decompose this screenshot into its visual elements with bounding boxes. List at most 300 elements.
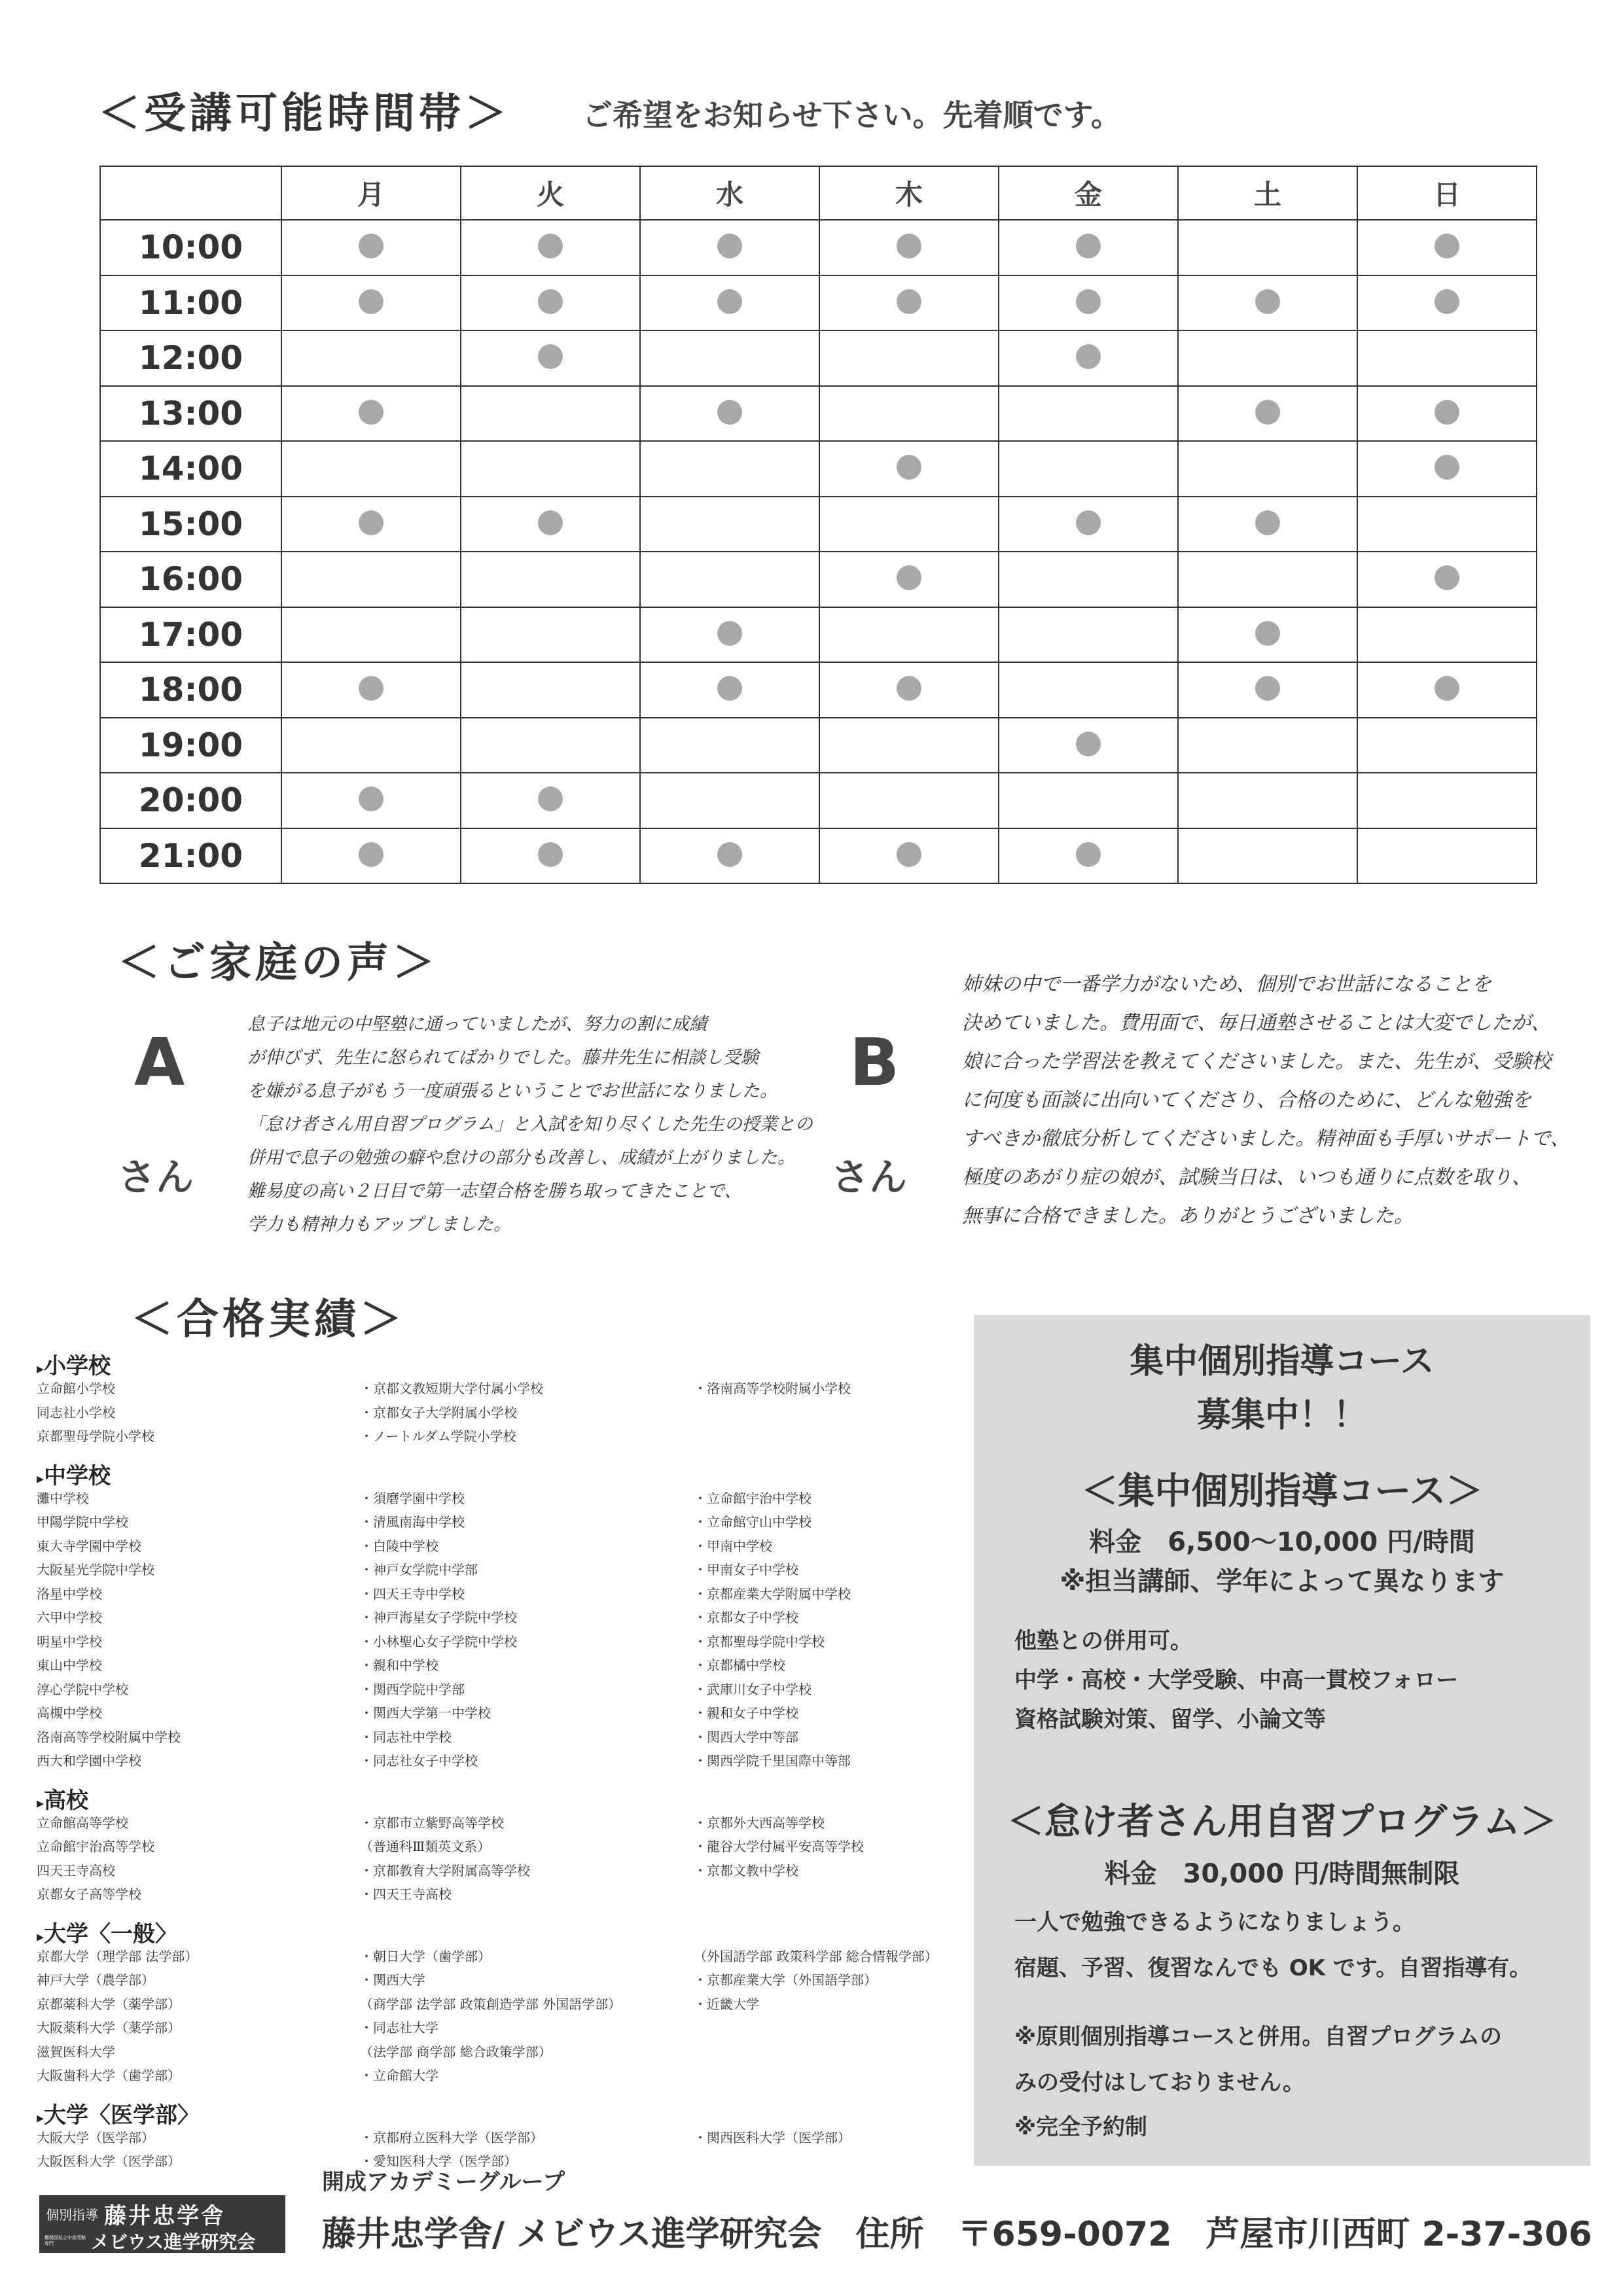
available-slot bbox=[999, 497, 1178, 552]
availability-dot-icon bbox=[359, 289, 383, 314]
result-category-heading bbox=[37, 1348, 111, 1380]
available-slot bbox=[999, 828, 1178, 884]
course2-fee: 料金 30,000 円/時間無制限 bbox=[1104, 1859, 1460, 1889]
school-name: 立命館宇治高等学校 bbox=[37, 1839, 154, 1854]
available-slot bbox=[1178, 607, 1357, 663]
school-name: ・関西学院千里国際中等部 bbox=[694, 1753, 851, 1769]
voice-a-line: 学力も精神力もアップしました。 bbox=[247, 1214, 512, 1235]
school-name: 四天王寺高校 bbox=[37, 1862, 115, 1879]
available-slot bbox=[640, 662, 819, 718]
empty-slot bbox=[999, 773, 1178, 828]
school-name: 東大寺学園中学校 bbox=[37, 1538, 141, 1554]
time-label: 18:00 bbox=[100, 662, 281, 718]
voice-b-line: 娘に合った学習法を教えてくださいました。また、先生が、受験校 bbox=[962, 1050, 1551, 1073]
available-slot bbox=[1357, 386, 1537, 442]
schedule-table bbox=[99, 166, 1537, 884]
bullet-triangle-icon: ▸ bbox=[37, 1470, 45, 1487]
bullet-triangle-icon: ▸ bbox=[37, 1928, 45, 1945]
empty-slot bbox=[640, 552, 819, 607]
course1-desc-1: 他塾との併用可。 bbox=[1014, 1628, 1192, 1654]
school-name: ・京都文教中学校 bbox=[694, 1862, 798, 1879]
empty-slot bbox=[281, 330, 461, 386]
voice-a-line: が伸びず、先生に怒られてばかりでした。藤井先生に相談し受験 bbox=[247, 1048, 758, 1068]
bullet-triangle-icon: ▸ bbox=[37, 1361, 45, 1377]
empty-slot bbox=[999, 662, 1178, 718]
empty-slot bbox=[1357, 718, 1537, 773]
school-name: ・京都産業大学（外国語学部） bbox=[694, 1972, 877, 1988]
day-header: 月 bbox=[281, 166, 461, 220]
voice-a-line: 息子は地元の中堅塾に通っていましたが、努力の割に成績 bbox=[247, 1014, 707, 1034]
availability-dot-icon bbox=[1076, 289, 1101, 314]
voice-a-text bbox=[247, 1008, 813, 1241]
available-slot bbox=[461, 220, 640, 275]
school-name: 高槻中学校 bbox=[37, 1705, 102, 1721]
voice-b-line: すべきか徹底分析してくださいました。精神面も手厚いサポートで、 bbox=[962, 1127, 1570, 1150]
school-name: ・同志社女子中学校 bbox=[360, 1753, 478, 1769]
available-slot bbox=[461, 497, 640, 552]
school-name: ・関西大学中等部 bbox=[694, 1729, 798, 1745]
availability-dot-icon bbox=[1255, 400, 1280, 425]
school-name: ・京都府立医科大学（医学部） bbox=[360, 2129, 543, 2146]
school-name: ・親和女子中学校 bbox=[694, 1705, 798, 1721]
school-name: ・白陵中学校 bbox=[360, 1538, 438, 1554]
logo-top-name: 藤井忠学舎 bbox=[104, 2203, 226, 2229]
empty-slot bbox=[1357, 773, 1537, 828]
school-name: ・神戸海星女子学院中学校 bbox=[360, 1610, 517, 1625]
empty-slot bbox=[281, 441, 461, 497]
empty-slot bbox=[819, 773, 999, 828]
empty-slot bbox=[1178, 330, 1357, 386]
voice-b-text bbox=[962, 965, 1570, 1235]
availability-dot-icon bbox=[538, 786, 563, 811]
empty-slot bbox=[461, 441, 640, 497]
school-name: ・立命館大学 bbox=[360, 2068, 438, 2083]
time-label: 13:00 bbox=[100, 386, 281, 442]
availability-dot-icon bbox=[717, 289, 742, 314]
availability-dot-icon bbox=[897, 565, 921, 590]
time-label: 21:00 bbox=[100, 828, 281, 884]
available-slot bbox=[281, 275, 461, 331]
availability-dot-icon bbox=[1076, 234, 1101, 258]
empty-slot bbox=[461, 386, 640, 442]
school-name: 同志社小学校 bbox=[37, 1404, 115, 1421]
available-slot bbox=[281, 828, 461, 884]
availability-dot-icon bbox=[1076, 510, 1101, 535]
time-label: 16:00 bbox=[100, 552, 281, 607]
empty-slot bbox=[640, 497, 819, 552]
school-name: 淳心学院中学校 bbox=[37, 1681, 128, 1697]
school-name: ・神戸女学院中学部 bbox=[360, 1562, 478, 1578]
school-name: ・近畿大学 bbox=[694, 1996, 759, 2012]
school-name: （普通科Ⅲ類英文系） bbox=[360, 1839, 491, 1854]
school-name: （法学部 商学部 総合政策学部） bbox=[360, 2043, 552, 2060]
school-name: ・京都聖母学院中学校 bbox=[694, 1633, 825, 1650]
availability-dot-icon bbox=[1255, 289, 1280, 314]
schedule-row bbox=[100, 497, 1537, 552]
course2-desc-2: 宿題、予習、復習なんでも OK です。自習指導有。 bbox=[1014, 1955, 1532, 1981]
school-name: ・京都外大西高等学校 bbox=[694, 1814, 825, 1831]
availability-dot-icon bbox=[1435, 289, 1459, 314]
available-slot bbox=[999, 275, 1178, 331]
availability-dot-icon bbox=[717, 400, 742, 425]
availability-dot-icon bbox=[359, 510, 383, 535]
school-name: 大阪薬科大学（薬学部） bbox=[37, 2020, 181, 2036]
school-name: ・同志社大学 bbox=[360, 2020, 438, 2036]
availability-dot-icon bbox=[359, 786, 383, 811]
availability-dot-icon bbox=[359, 842, 383, 867]
course1-title: ＜集中個別指導コース＞ bbox=[1081, 1470, 1483, 1513]
available-slot bbox=[1178, 386, 1357, 442]
empty-slot bbox=[1178, 220, 1357, 275]
available-slot bbox=[461, 828, 640, 884]
schedule-title: ＜受講可能時間帯＞ bbox=[98, 90, 510, 138]
day-header: 日 bbox=[1357, 166, 1537, 220]
voice-a-san: さん bbox=[118, 1155, 194, 1199]
available-slot bbox=[640, 386, 819, 442]
school-name: ・甲南中学校 bbox=[694, 1538, 772, 1554]
school-name: ・須磨学園中学校 bbox=[360, 1490, 465, 1506]
schedule-row bbox=[100, 220, 1537, 275]
availability-dot-icon bbox=[897, 289, 921, 314]
available-slot bbox=[819, 441, 999, 497]
empty-slot bbox=[640, 441, 819, 497]
availability-dot-icon bbox=[1255, 676, 1280, 701]
school-name: 灘中学校 bbox=[37, 1490, 89, 1506]
empty-slot bbox=[461, 607, 640, 663]
school-name: ・京都女子中学校 bbox=[694, 1610, 798, 1625]
school-name: 立命館高等学校 bbox=[37, 1814, 128, 1831]
school-name: 神戸大学（農学部） bbox=[37, 1972, 154, 1988]
voice-a-letter: A bbox=[134, 1024, 185, 1101]
school-name: 大阪医科大学（医学部） bbox=[37, 2153, 181, 2169]
empty-slot bbox=[1357, 828, 1537, 884]
schedule-body bbox=[100, 220, 1537, 883]
school-name: ・京都産業大学附属中学校 bbox=[694, 1585, 851, 1602]
availability-dot-icon bbox=[538, 842, 563, 867]
school-name: ・龍谷大学付属平安高等学校 bbox=[694, 1839, 864, 1854]
availability-dot-icon bbox=[359, 676, 383, 701]
available-slot bbox=[1178, 275, 1357, 331]
availability-dot-icon bbox=[897, 842, 921, 867]
school-name: （商学部 法学部 政策創造学部 外国語学部） bbox=[360, 1996, 622, 2012]
available-slot bbox=[281, 773, 461, 828]
availability-dot-icon bbox=[359, 400, 383, 425]
school-name: 滋賀医科大学 bbox=[37, 2043, 115, 2060]
availability-dot-icon bbox=[1076, 344, 1101, 369]
time-label: 12:00 bbox=[100, 330, 281, 386]
empty-slot bbox=[819, 497, 999, 552]
school-name: ・甲南女子中学校 bbox=[694, 1562, 798, 1578]
available-slot bbox=[819, 275, 999, 331]
schedule-row bbox=[100, 773, 1537, 828]
availability-dot-icon bbox=[538, 510, 563, 535]
availability-dot-icon bbox=[1255, 621, 1280, 646]
available-slot bbox=[281, 497, 461, 552]
empty-slot bbox=[1357, 497, 1537, 552]
school-name: ・愛知医科大学（医学部） bbox=[360, 2153, 517, 2169]
available-slot bbox=[461, 330, 640, 386]
school-name: 大阪星光学院中学校 bbox=[37, 1562, 154, 1578]
available-slot bbox=[640, 275, 819, 331]
voice-a-line: 難易度の高い２日目で第一志望合格を勝ち取ってきたことで、 bbox=[247, 1181, 742, 1201]
time-label: 20:00 bbox=[100, 773, 281, 828]
school-name: 京都女子高等学校 bbox=[37, 1886, 141, 1902]
available-slot bbox=[819, 828, 999, 884]
voice-b-line: 姉妹の中で一番学力がないため、個別でお世話になることを bbox=[962, 973, 1491, 996]
available-slot bbox=[461, 275, 640, 331]
empty-slot bbox=[640, 773, 819, 828]
day-header: 金 bbox=[999, 166, 1178, 220]
course2-title: ＜怠け者さん用自習プログラム＞ bbox=[1007, 1801, 1557, 1843]
empty-slot bbox=[461, 552, 640, 607]
school-logo bbox=[39, 2195, 285, 2253]
voice-b-san: さん bbox=[831, 1155, 908, 1199]
course1-note: ※担当講師、学年によって異なります bbox=[1060, 1566, 1505, 1597]
school-name: ・関西学院中学部 bbox=[360, 1681, 465, 1697]
empty-slot bbox=[819, 386, 999, 442]
result-category-heading bbox=[37, 1458, 111, 1490]
availability-dot-icon bbox=[1435, 676, 1459, 701]
school-name: 京都聖母学院小学校 bbox=[37, 1428, 154, 1444]
voice-b-line: 極度のあがり症の娘が、試験当日は、いつも通りに点数を取り、 bbox=[962, 1166, 1531, 1189]
empty-slot bbox=[1178, 718, 1357, 773]
schedule-row bbox=[100, 552, 1537, 607]
availability-dot-icon bbox=[538, 344, 563, 369]
school-name: ・ノートルダム学院小学校 bbox=[360, 1428, 516, 1444]
school-name: 京都大学（理学部 法学部） bbox=[37, 1948, 198, 1964]
available-slot bbox=[819, 552, 999, 607]
available-slot bbox=[281, 386, 461, 442]
empty-slot bbox=[461, 718, 640, 773]
course1-desc-2: 中学・高校・大学受験、中高一貫校フォロー bbox=[1014, 1667, 1459, 1693]
available-slot bbox=[640, 828, 819, 884]
bullet-triangle-icon: ▸ bbox=[37, 1795, 45, 1812]
schedule-row bbox=[100, 718, 1537, 773]
availability-dot-icon bbox=[897, 234, 921, 258]
school-name: 大阪歯科大学（歯学部） bbox=[37, 2068, 181, 2083]
availability-dot-icon bbox=[359, 234, 383, 258]
empty-slot bbox=[640, 718, 819, 773]
availability-dot-icon bbox=[717, 676, 742, 701]
available-slot bbox=[999, 330, 1178, 386]
available-slot bbox=[281, 220, 461, 275]
available-slot bbox=[819, 220, 999, 275]
empty-slot bbox=[281, 607, 461, 663]
voice-a-line: を嫌がる息子がもう一度頑張るということでお世話になりました。 bbox=[247, 1081, 777, 1101]
time-label: 15:00 bbox=[100, 497, 281, 552]
school-name: 甲陽学院中学校 bbox=[37, 1514, 128, 1530]
school-name: ・親和中学校 bbox=[360, 1657, 438, 1673]
day-header: 木 bbox=[819, 166, 999, 220]
availability-dot-icon bbox=[1255, 510, 1280, 535]
school-name: ・関西大学第一中学校 bbox=[360, 1705, 491, 1721]
available-slot bbox=[1357, 220, 1537, 275]
available-slot bbox=[1357, 441, 1537, 497]
voice-b-letter: B bbox=[849, 1024, 900, 1101]
schedule-row bbox=[100, 607, 1537, 663]
time-label: 14:00 bbox=[100, 441, 281, 497]
availability-dot-icon bbox=[717, 234, 742, 258]
school-name: ・関西医科大学（医学部） bbox=[694, 2129, 851, 2146]
school-name: 京都薬科大学（薬学部） bbox=[37, 1996, 181, 2012]
available-slot bbox=[640, 220, 819, 275]
result-category-heading bbox=[37, 1782, 88, 1814]
result-category-name: 小学校 bbox=[44, 1353, 111, 1379]
school-name: （外国語学部 政策科学部 総合情報学部） bbox=[694, 1948, 938, 1964]
voices-title: ＜ご家庭の声＞ bbox=[118, 939, 438, 987]
available-slot bbox=[1178, 497, 1357, 552]
course2-note-3: ※完全予約制 bbox=[1014, 2114, 1148, 2140]
school-name: ・朝日大学（歯学部） bbox=[360, 1948, 491, 1964]
results-list bbox=[37, 1348, 966, 2169]
schedule-row bbox=[100, 441, 1537, 497]
empty-slot bbox=[281, 718, 461, 773]
school-name: ・洛南高等学校附属小学校 bbox=[694, 1381, 851, 1396]
school-name: 西大和学園中学校 bbox=[37, 1753, 141, 1769]
result-category-name: 大学〈一般〉 bbox=[44, 1920, 178, 1947]
voice-b-line: に何度も面談に出向いてくださり、合格のために、どんな勉強を bbox=[962, 1089, 1531, 1112]
panel-headline-1: 集中個別指導コース bbox=[1130, 1342, 1435, 1381]
school-name: ・関西大学 bbox=[360, 1972, 425, 1988]
school-name: 六甲中学校 bbox=[37, 1610, 102, 1625]
time-label: 10:00 bbox=[100, 220, 281, 275]
school-name: ・四天王寺中学校 bbox=[360, 1585, 465, 1602]
time-label: 19:00 bbox=[100, 718, 281, 773]
logo-top-small: 個別指導 bbox=[46, 2207, 98, 2223]
available-slot bbox=[1178, 662, 1357, 718]
available-slot bbox=[1357, 662, 1537, 718]
result-category-name: 中学校 bbox=[44, 1462, 111, 1489]
empty-slot bbox=[1178, 773, 1357, 828]
school-name: 洛南高等学校附属中学校 bbox=[37, 1729, 181, 1745]
available-slot bbox=[640, 607, 819, 663]
schedule-row bbox=[100, 662, 1537, 718]
available-slot bbox=[1357, 275, 1537, 331]
availability-dot-icon bbox=[717, 842, 742, 867]
availability-dot-icon bbox=[1435, 400, 1459, 425]
result-category-heading bbox=[37, 2097, 200, 2129]
school-name: 東山中学校 bbox=[37, 1657, 102, 1673]
available-slot bbox=[999, 220, 1178, 275]
empty-slot bbox=[281, 552, 461, 607]
school-name: 大阪大学（医学部） bbox=[37, 2129, 154, 2146]
school-name: ・小林聖心女子学院中学校 bbox=[360, 1633, 517, 1650]
schedule-corner-cell bbox=[100, 166, 281, 220]
empty-slot bbox=[819, 607, 999, 663]
availability-dot-icon bbox=[897, 676, 921, 701]
logo-bottom-name: メビウス進学研究会 bbox=[91, 2231, 256, 2253]
empty-slot bbox=[1178, 828, 1357, 884]
available-slot bbox=[1357, 552, 1537, 607]
school-name: ・京都教育大学附属高等学校 bbox=[360, 1862, 530, 1879]
course2-note-2: みの受付はしておりません。 bbox=[1014, 2070, 1306, 2096]
day-header: 土 bbox=[1178, 166, 1357, 220]
availability-dot-icon bbox=[1076, 842, 1101, 867]
voice-a-line: 併用で息子の勉強の癖や怠けの部分も改善し、成績が上がりました。 bbox=[247, 1148, 795, 1168]
logo-bottom-row bbox=[45, 2228, 255, 2254]
empty-slot bbox=[1178, 552, 1357, 607]
availability-dot-icon bbox=[897, 455, 921, 480]
empty-slot bbox=[999, 552, 1178, 607]
footer-address: 藤井忠学舎/ メビウス進学研究会 住所 〒659-0072 芦屋市川西町 2-37-306 bbox=[322, 2215, 1592, 2254]
available-slot bbox=[281, 662, 461, 718]
school-name: ・清風南海中学校 bbox=[360, 1514, 465, 1530]
school-name: 立命館小学校 bbox=[37, 1381, 115, 1396]
available-slot bbox=[819, 662, 999, 718]
school-name: ・武庫川女子中学校 bbox=[694, 1681, 812, 1697]
availability-dot-icon bbox=[717, 621, 742, 646]
schedule-header-row bbox=[100, 166, 1537, 220]
empty-slot bbox=[999, 441, 1178, 497]
schedule-row bbox=[100, 828, 1537, 884]
school-name: 洛星中学校 bbox=[37, 1585, 102, 1602]
schedule-row bbox=[100, 330, 1537, 386]
school-name: ・京都文教短期大学付属小学校 bbox=[360, 1381, 543, 1396]
day-header: 火 bbox=[461, 166, 640, 220]
school-name: ・立命館守山中学校 bbox=[694, 1514, 812, 1530]
voice-a-line: 「怠け者さん用自習プログラム」と入試を知り尽くした先生の授業との bbox=[247, 1114, 813, 1135]
empty-slot bbox=[999, 386, 1178, 442]
available-slot bbox=[461, 773, 640, 828]
empty-slot bbox=[640, 330, 819, 386]
panel-headline-2: 募集中！！ bbox=[1196, 1396, 1367, 1435]
schedule-row bbox=[100, 386, 1537, 442]
course2-desc-1: 一人で勉強できるようになりましょう。 bbox=[1014, 1909, 1415, 1935]
time-label: 11:00 bbox=[100, 275, 281, 331]
schedule-note: ご希望をお知らせ下さい。先着順です。 bbox=[582, 97, 1121, 133]
group-name: 開成アカデミーグループ bbox=[322, 2169, 565, 2195]
availability-dot-icon bbox=[1435, 234, 1459, 258]
available-slot bbox=[999, 718, 1178, 773]
empty-slot bbox=[1178, 441, 1357, 497]
empty-slot bbox=[999, 607, 1178, 663]
empty-slot bbox=[819, 718, 999, 773]
school-name: ・京都女子大学附属小学校 bbox=[360, 1404, 517, 1421]
course2-note-1: ※原則個別指導コースと併用。自習プログラムの bbox=[1014, 2024, 1503, 2050]
availability-dot-icon bbox=[538, 234, 563, 258]
day-header: 水 bbox=[640, 166, 819, 220]
school-name: ・四天王寺高校 bbox=[360, 1886, 452, 1902]
availability-dot-icon bbox=[538, 289, 563, 314]
empty-slot bbox=[1357, 607, 1537, 663]
result-category-heading bbox=[37, 1916, 177, 1948]
empty-slot bbox=[461, 662, 640, 718]
course1-desc-3: 資格試験対策、留学、小論文等 bbox=[1014, 1706, 1326, 1733]
schedule-row bbox=[100, 275, 1537, 331]
voice-b-line: 決めていました。費用面で、毎日通塾させることは大変でしたが、 bbox=[962, 1012, 1551, 1034]
school-name: ・京都市立紫野高等学校 bbox=[360, 1814, 504, 1831]
result-category-name: 高校 bbox=[44, 1787, 89, 1814]
school-name: ・立命館宇治中学校 bbox=[694, 1490, 812, 1506]
voice-b-line: 無事に合格できました。ありがとうございました。 bbox=[962, 1205, 1414, 1227]
bullet-triangle-icon: ▸ bbox=[37, 2110, 45, 2127]
empty-slot bbox=[1357, 330, 1537, 386]
course1-fee: 料金 6,500～10,000 円/時間 bbox=[1089, 1527, 1475, 1557]
logo-top-row bbox=[46, 2198, 225, 2230]
school-name: 明星中学校 bbox=[37, 1633, 102, 1650]
school-name: ・同志社中学校 bbox=[360, 1729, 452, 1745]
school-name: ・京都橘中学校 bbox=[694, 1657, 785, 1673]
availability-dot-icon bbox=[1435, 565, 1459, 590]
result-category-name: 大学〈医学部〉 bbox=[44, 2102, 200, 2128]
empty-slot bbox=[819, 330, 999, 386]
results-title: ＜合格実績＞ bbox=[131, 1296, 406, 1344]
time-label: 17:00 bbox=[100, 607, 281, 663]
logo-bottom-small: 難関国私立中高受験専門 bbox=[45, 2235, 86, 2246]
course-panel bbox=[974, 1315, 1590, 2166]
availability-dot-icon bbox=[1076, 732, 1101, 756]
availability-dot-icon bbox=[1435, 455, 1459, 480]
